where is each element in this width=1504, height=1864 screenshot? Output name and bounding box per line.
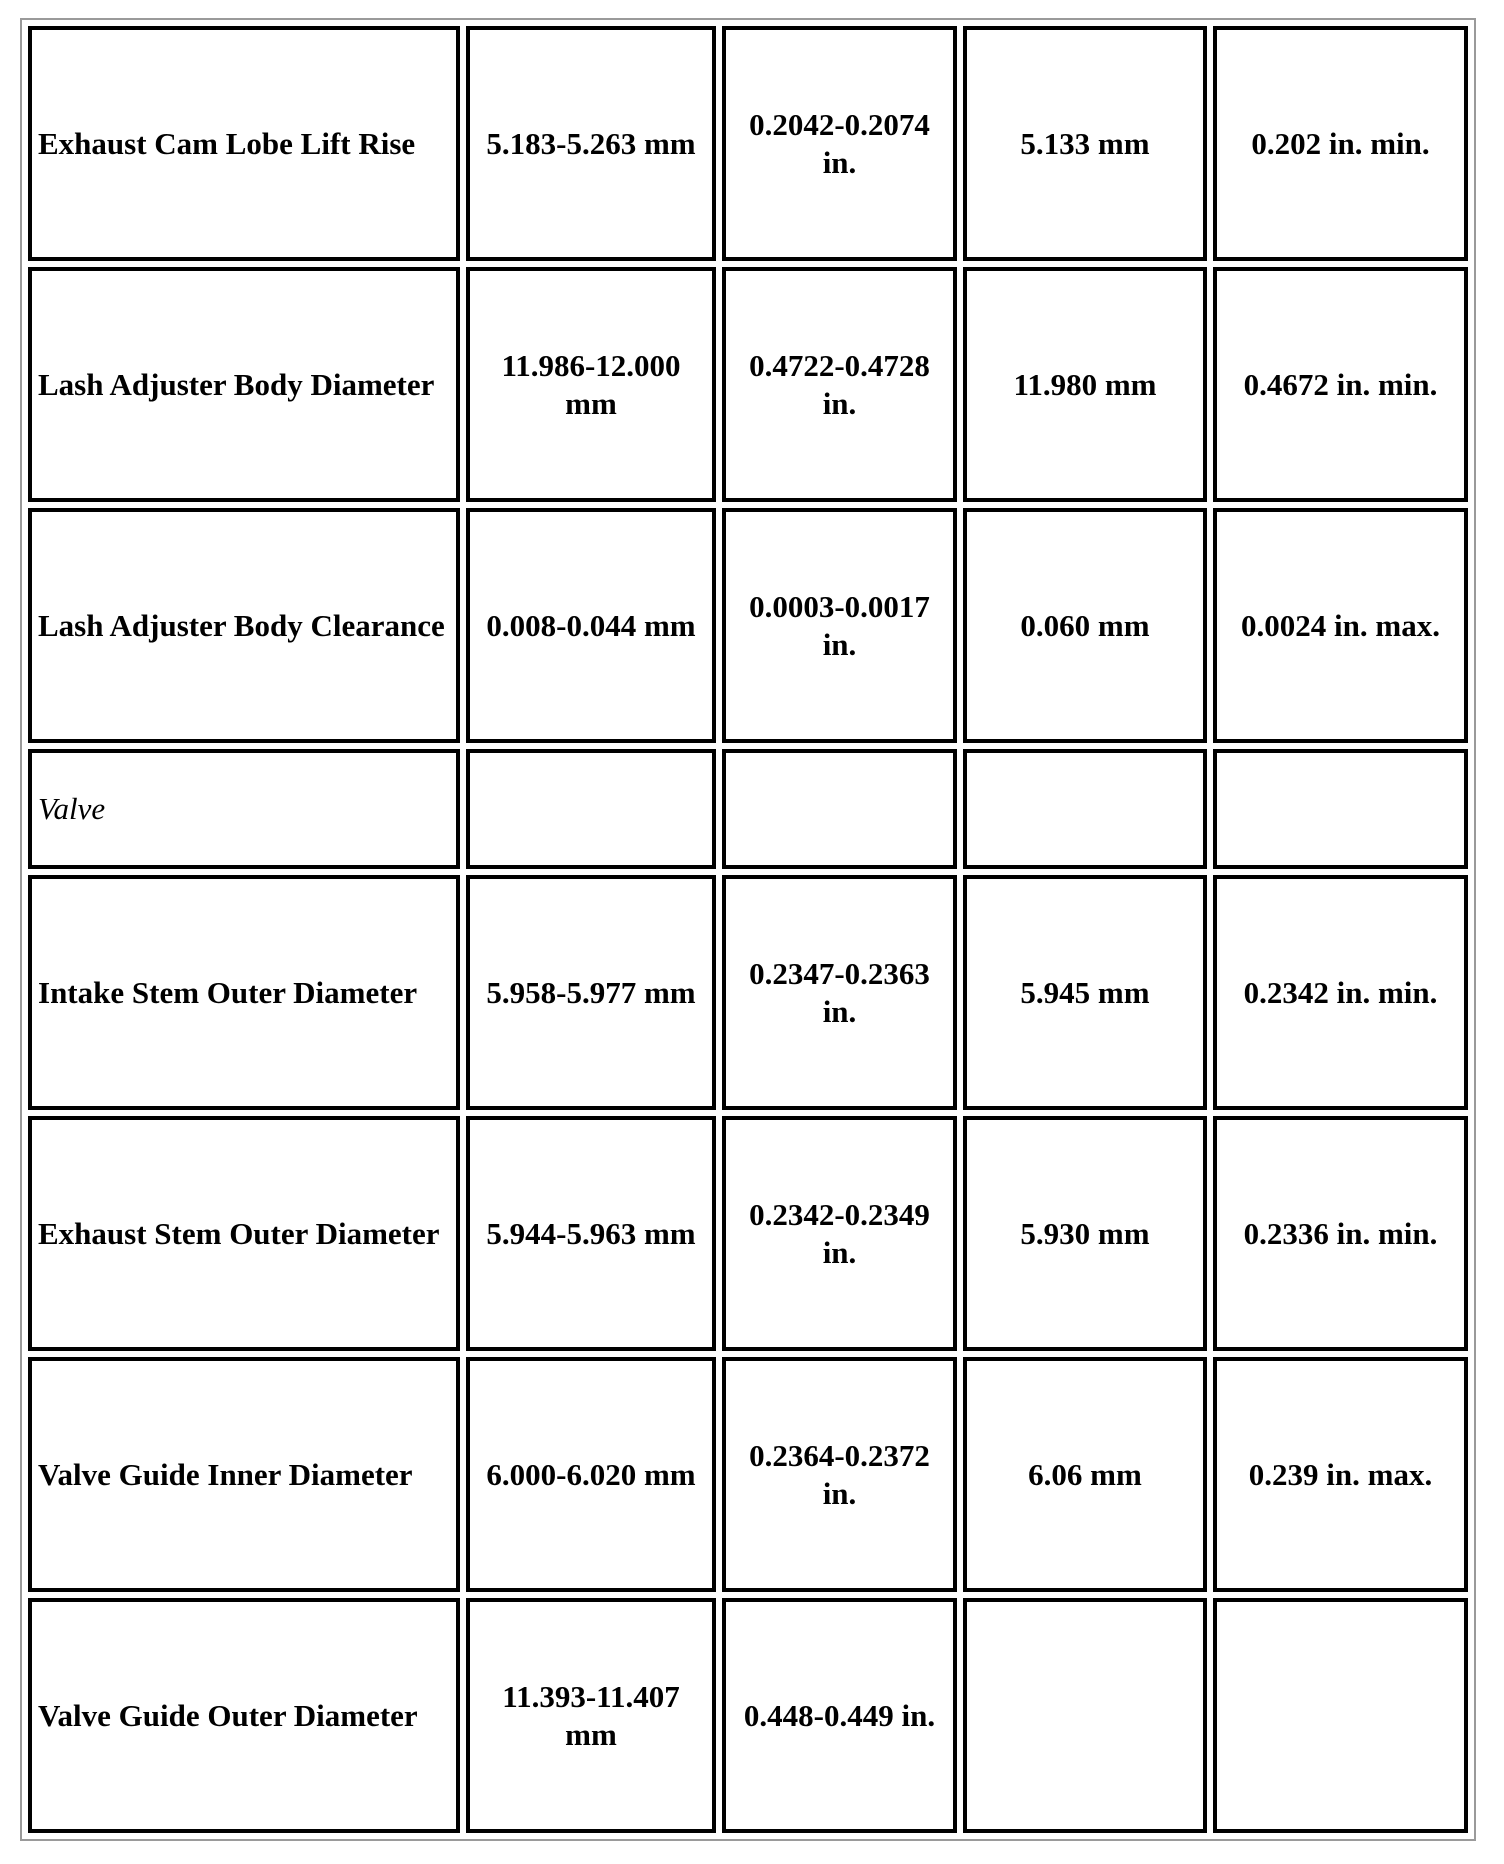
empty-cell [722,749,957,869]
description-cell: Intake Stem Outer Diameter [28,875,460,1110]
table-row [28,508,1468,743]
limit-metric-cell: 5.930 mm [963,1116,1207,1351]
table-row [28,875,1468,1110]
table-row [28,26,1468,261]
limit-english-cell: 0.2342 in. min. [1213,875,1468,1110]
limit-english-cell: 0.4672 in. min. [1213,267,1468,502]
limit-metric-cell: 0.060 mm [963,508,1207,743]
standard-metric-cell: 6.000-6.020 mm [466,1357,716,1592]
standard-metric-cell: 5.944-5.963 mm [466,1116,716,1351]
standard-metric-cell: 5.183-5.263 mm [466,26,716,261]
limit-metric-cell: 5.133 mm [963,26,1207,261]
standard-english-cell: 0.2364-0.2372 in. [722,1357,957,1592]
limit-metric-cell: 5.945 mm [963,875,1207,1110]
empty-cell [1213,749,1468,869]
description-cell: Lash Adjuster Body Clearance [28,508,460,743]
description-cell: Lash Adjuster Body Diameter [28,267,460,502]
standard-english-cell: 0.448-0.449 in. [722,1598,957,1833]
limit-english-cell: 0.2336 in. min. [1213,1116,1468,1351]
description-cell: Exhaust Stem Outer Diameter [28,1116,460,1351]
standard-english-cell: 0.2347-0.2363 in. [722,875,957,1110]
standard-english-cell: 0.0003-0.0017 in. [722,508,957,743]
standard-metric-cell: 0.008-0.044 mm [466,508,716,743]
limit-english-cell: 0.0024 in. max. [1213,508,1468,743]
table-row [28,1357,1468,1592]
empty-cell [963,749,1207,869]
section-title-cell: Valve [28,749,460,869]
standard-metric-cell: 11.986-12.000 mm [466,267,716,502]
description-cell: Exhaust Cam Lobe Lift Rise [28,26,460,261]
limit-english-cell [1213,1598,1468,1833]
table-row [28,1116,1468,1351]
limit-english-cell: 0.239 in. max. [1213,1357,1468,1592]
limit-metric-cell: 11.980 mm [963,267,1207,502]
limit-metric-cell: 6.06 mm [963,1357,1207,1592]
standard-metric-cell: 11.393-11.407 mm [466,1598,716,1833]
standard-english-cell: 0.2342-0.2349 in. [722,1116,957,1351]
standard-english-cell: 0.4722-0.4728 in. [722,267,957,502]
standard-english-cell: 0.2042-0.2074 in. [722,26,957,261]
standard-metric-cell: 5.958-5.977 mm [466,875,716,1110]
section-header-row [28,749,1468,869]
limit-english-cell: 0.202 in. min. [1213,26,1468,261]
description-cell: Valve Guide Inner Diameter [28,1357,460,1592]
limit-metric-cell [963,1598,1207,1833]
table-row [28,267,1468,502]
description-cell: Valve Guide Outer Diameter [28,1598,460,1833]
specifications-table [20,18,1476,1841]
table-row [28,1598,1468,1833]
empty-cell [466,749,716,869]
